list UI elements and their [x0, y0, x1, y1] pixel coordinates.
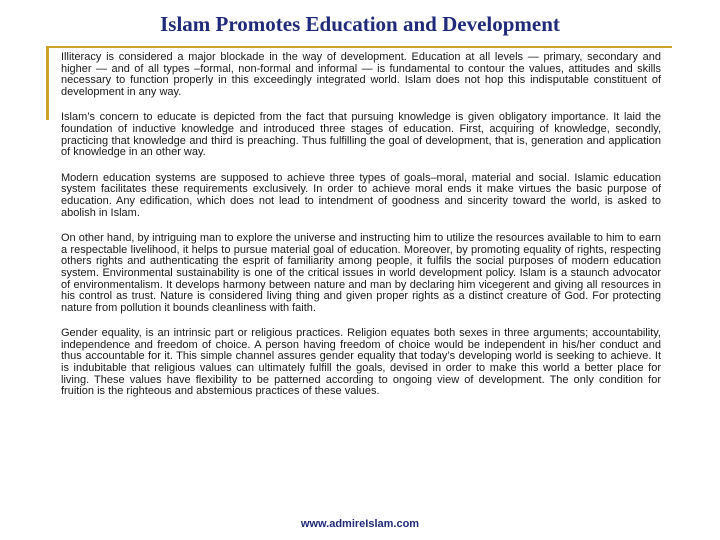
paragraph-gender-equality: Gender equality, is an intrinsic part or religious practices. Religion equates both sexes in three arguments; accountability, independence and freedom of choice. A person having freedom of choice would be independent in his/her conduct and thus accountable for it. This simple channel assures gender equality that today’s developing world is seeking to achieve. It is indubitable that religious values can ultimately fulfill the goals, devised in order to make this world a better place for living. These values have flexibility to be patterned according to ongoing view of development. The only condition for fruition is the righteous and abstemious practices of these values. — [61, 327, 661, 398]
body-text — [61, 52, 661, 412]
accent-line-left — [46, 46, 49, 120]
footer-website: www.admireIslam.com — [300, 518, 420, 530]
paragraph-material-social: On other hand, by intriguing man to explore the universe and instructing him to utilize the resources available to him to earn a respectable livelihood, it helps to pursue material goal of education. Moreover, by promoting equality of rights, respecting others rights and authenticating the esprit of familiarity among people, it fulfils the social purposes of modern education system. Environmental sustainability is one of the critical issues in world development policy. Islam is a staunch advocator of environmentalism. It develops harmony between nature and man by declaring him vicegerent and giving all resources in his control as trust. Nature is considered living thing and given proper rights as a distinct creature of God. For protecting nature from pollution it bounds cleanliness with faith. — [61, 232, 661, 314]
accent-line-top — [48, 46, 672, 48]
paragraph-illiteracy: Illiteracy is considered a major blockade in the way of development. Education at all levels — primary, secondary and higher — and of all types –formal, non-formal and informal — is fundamental to contour the values, attitudes and skills necessary to function properly in this exceedingly integrated world. Islam does not hop this indisputable constituent of development in any way. — [61, 51, 661, 98]
slide-title: Islam Promotes Education and Development — [160, 12, 560, 36]
paragraph-knowledge: Islam’s concern to educate is depicted from the fact that pursuing knowledge is given obligatory importance. It laid the foundation of inductive knowledge and introduced three stages of education. First, acquiring of knowledge, secondly, practicing that knowledge and third is preaching. Thus fulfilling the goal of development, that is, generation and application of knowledge in an other way. — [61, 111, 661, 159]
paragraph-education-goals: Modern education systems are supposed to achieve three types of goals–moral, material and social. Islamic education system facilitates these requirements exclusively. In order to achieve moral ends it make virtues the basic purpose of education. Any edification, which does not lead to intendment of goodness and sincerity toward the world, is asked to abolish in Islam. — [61, 171, 661, 219]
